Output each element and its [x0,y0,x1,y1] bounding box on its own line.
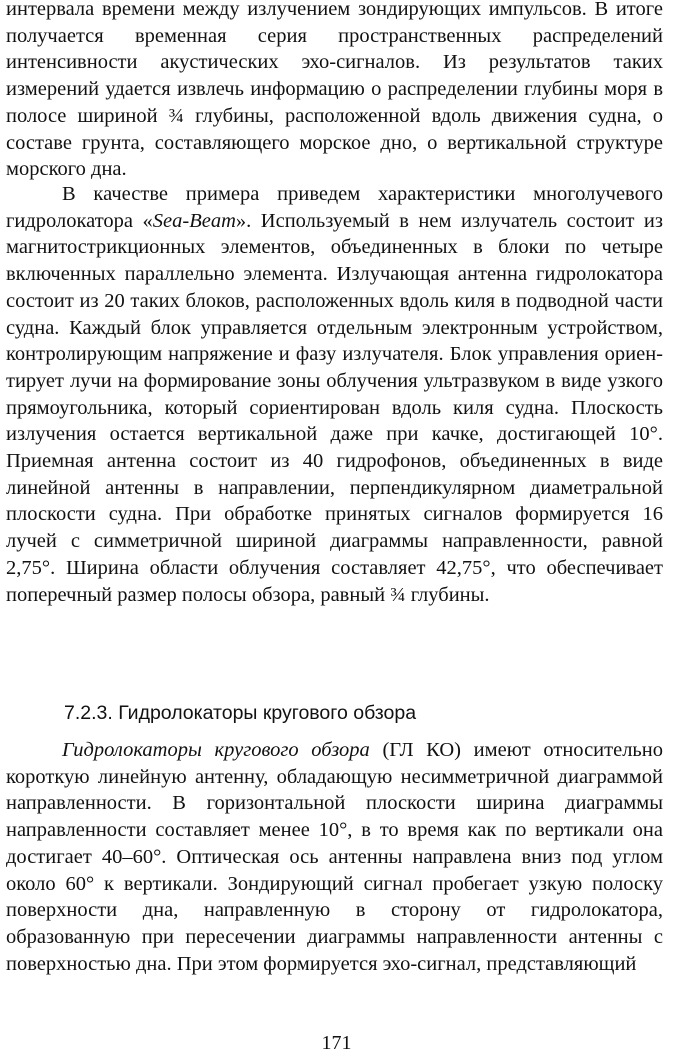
paragraph-2-text-end: ». Используемый в нем излучатель состоит из магнитострикционных элементов, объединенных в блоки по четыре включенных параллельно элемента. Излучающая антенна гидролокатора состоит из 20 таких блоков, расположенных вдоль киля в подводной части судна. Каждый блок управляется отдельным электронным устройством, контролирующим напряжение и фазу излучателя. Блок управления ориентирует лучи на формирование зоны облучения ультразвуком в виде узкого прямоугольника, который сориентирован вдоль киля судна. Плоскость излучения остается вертикальной даже при качке, достигающей 10°. Приемная антенна состоит из 40 гидрофонов, объединенных в виде линейной антенны в направлении, перпендикулярном диаметральной плоскости судна. При обработке принятых сигналов формируется 16 лучей с симметричной шириной диаграммы направленности, равной 2,75°. Ширина области облучения составляет 42,75°, что обеспечивает поперечный размер полосы обзора, равный ¾ глубины. [6,209,663,606]
sonar-model-name: Sea-Beam [152,209,236,232]
section-heading: 7.2.3. Гидролокаторы кругового обзора [64,702,417,724]
paragraph-3-text: (ГЛ КО) имеют относительно короткую линейную антенну, обладающую несимметричной диаграммой направленности. В горизонтальной плоскости ширина диаграммы направленности составляет менее 10°, в то время как по вертикали она достигает 40–60°. Оптическая ось антенны направлена вниз под углом около 60° к вертикали. Зондирующий сигнал пробегает узкую полоску поверхности дна, направленную в сторону от гидролокатора, образованную при пересечении диаграммы направленности антенны с поверхностью дна. При этом формируется эхо-сигнал, представляющий [6,739,663,975]
page-number: 171 [321,1032,352,1054]
paragraph-3 [6,737,663,977]
defined-term: Гидролокаторы кругового обзора [62,739,370,761]
paragraph-2-text-start: В качестве примера приведем характеристики многолучевого гидролокатора « [6,183,663,232]
paragraph-1: интервала времени между излучением зондирующих импульсов. В итоге получается временная серия пространственных распределений интенсивности акустических эхо-сигналов. Из результатов таких измерений удается извлечь информацию о распределении глубины моря в полосе шириной ¾ глубины, расположенной вдоль движения судна, о составе грунта, составляющего морское дно, о вертикальной структуре морского дна. [6,0,663,181]
paragraph-2 [6,181,663,608]
